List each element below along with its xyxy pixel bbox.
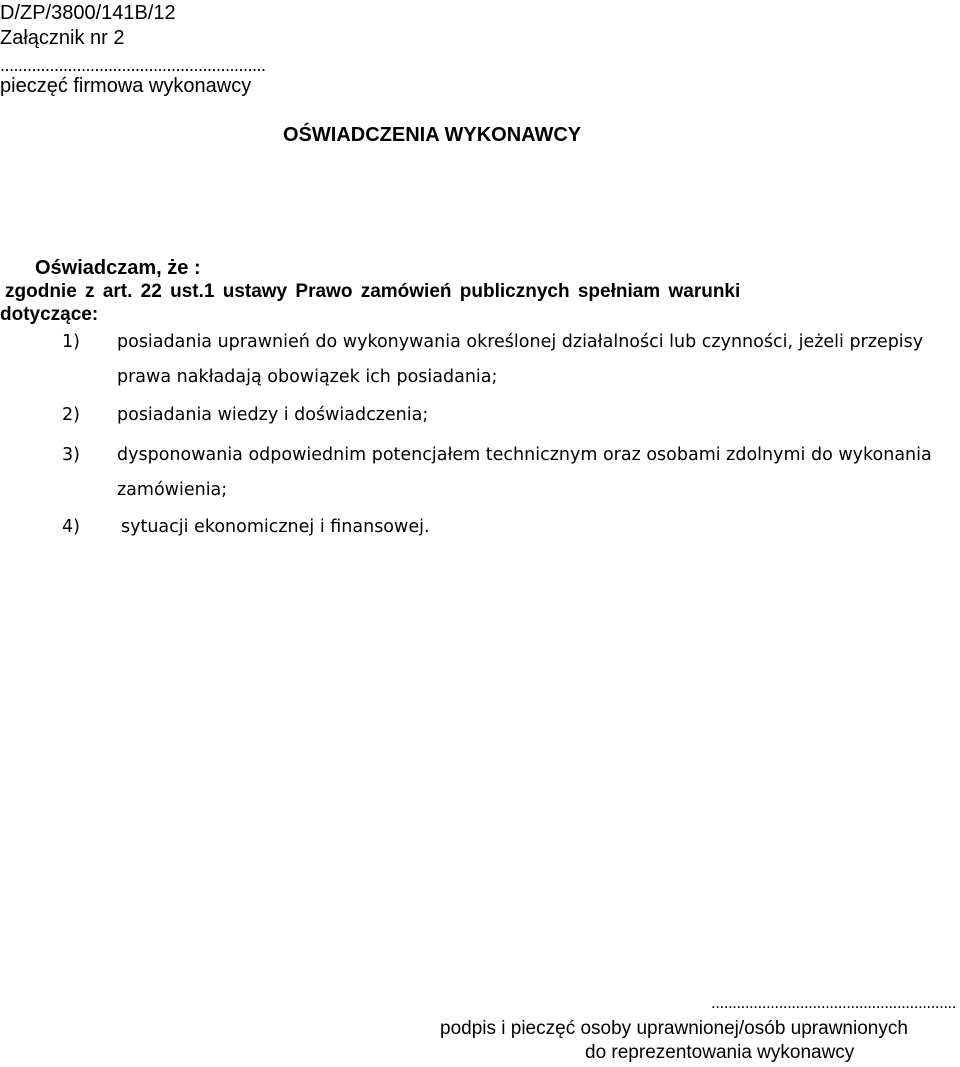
signature-dotted-line: .......................................................... <box>711 993 956 1012</box>
condition-number: 3) <box>62 445 80 465</box>
condition-text: zamówienia; <box>117 480 228 500</box>
stamp-dotted-line: ........................................................... <box>0 55 266 75</box>
signature-label-line-2: do reprezentowania wykonawcy <box>585 1042 855 1063</box>
condition-text: dysponowania odpowiednim potencjałem technicznym oraz osobami zdolnymi do wykonania <box>117 445 932 465</box>
condition-text: prawa nakładają obowiązek ich posiadania; <box>117 367 498 387</box>
stamp-label: pieczęć firmowa wykonawcy <box>0 75 252 97</box>
condition-text: sytuacji ekonomicznej i finansowej. <box>121 517 430 537</box>
condition-number: 1) <box>62 332 80 352</box>
condition-text: posiadania wiedzy i doświadczenia; <box>117 405 429 425</box>
condition-number: 4) <box>62 517 80 537</box>
condition-text: posiadania uprawnień do wykonywania określonej działalności lub czynności, jeżeli przepisy <box>117 332 924 352</box>
declaration-lead-line-2: dotyczące: <box>0 304 99 325</box>
signature-label-line-1: podpis i pieczęć osoby uprawnionej/osób uprawnionych <box>440 1018 908 1039</box>
document-title: OŚWIADCZENIA WYKONAWCY <box>283 124 582 146</box>
declaration-lead-line-1: zgodnie z art. 22 ust.1 ustawy Prawo zamówień publicznych spełniam warunki <box>5 281 741 302</box>
declaration-intro: Oświadczam, że : <box>35 257 201 279</box>
attachment-label: Załącznik nr 2 <box>0 27 125 49</box>
condition-number: 2) <box>62 405 80 425</box>
reference-number: D/ZP/3800/141B/12 <box>0 2 176 24</box>
